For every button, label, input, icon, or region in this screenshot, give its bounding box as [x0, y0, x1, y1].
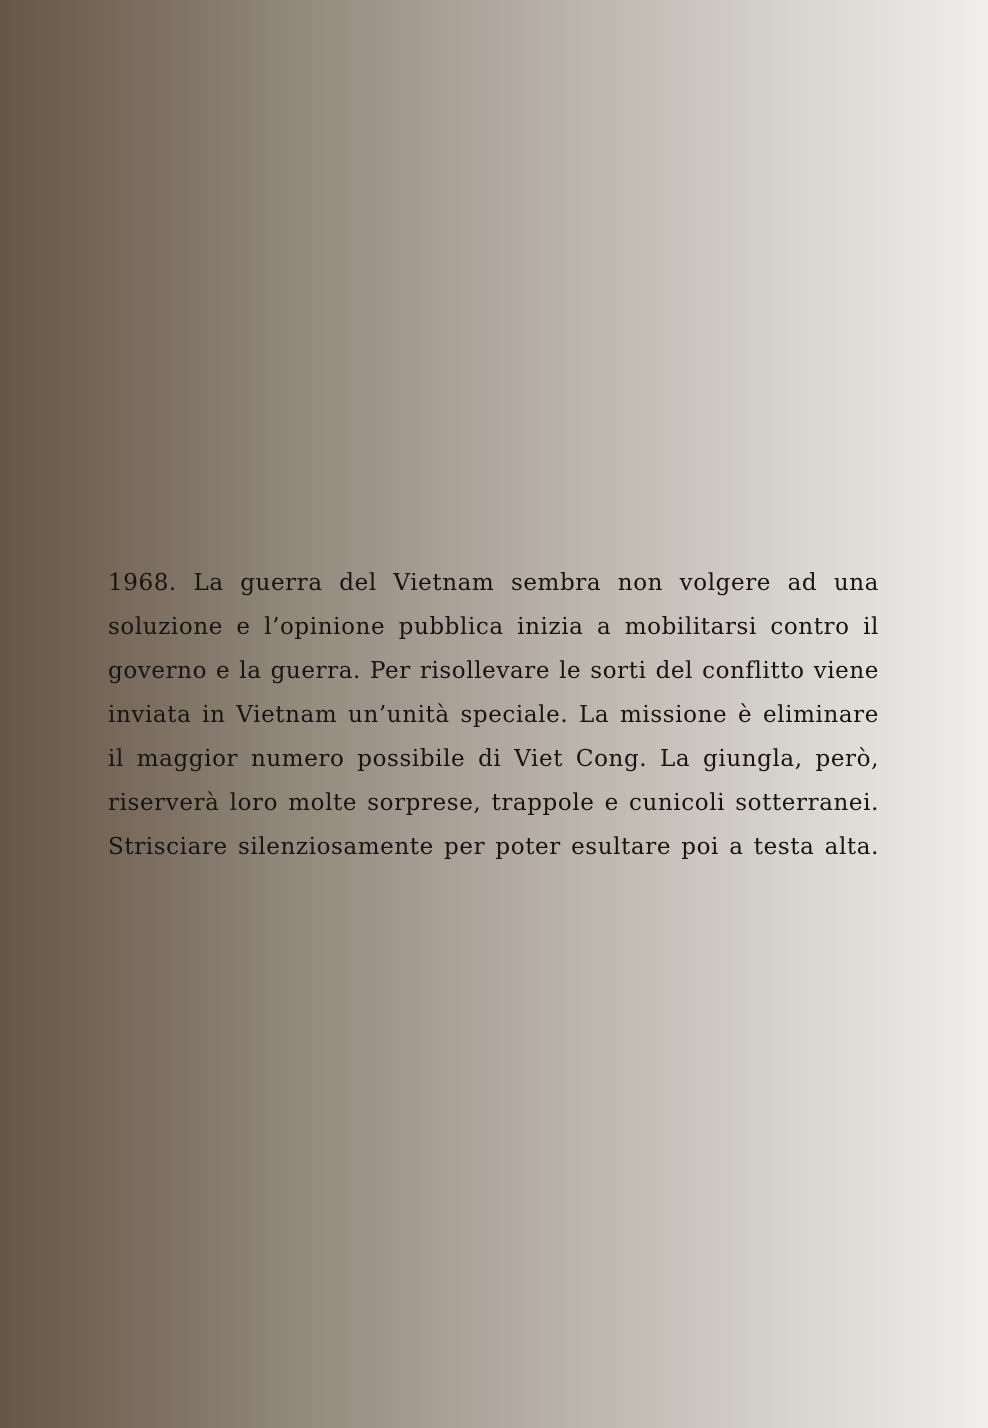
- synopsis-line: inviata in Vietnam un’unità speciale. La missione è eliminare: [108, 702, 879, 728]
- synopsis-paragraph: [108, 561, 879, 869]
- synopsis-line: soluzione e l’opinione pubblica inizia a mobilitarsi contro il: [108, 614, 879, 640]
- synopsis-line: Strisciare silenziosamente per poter esultare poi a testa alta.: [108, 834, 879, 860]
- synopsis-line: governo e la guerra. Per risollevare le sorti del conflitto viene: [108, 658, 879, 684]
- synopsis-line: riserverà loro molte sorprese, trappole e cunicoli sotterranei.: [108, 790, 879, 816]
- synopsis-line: 1968. La guerra del Vietnam sembra non volgere ad una: [108, 570, 879, 596]
- synopsis-line: il maggior numero possibile di Viet Cong. La giungla, però,: [108, 746, 879, 772]
